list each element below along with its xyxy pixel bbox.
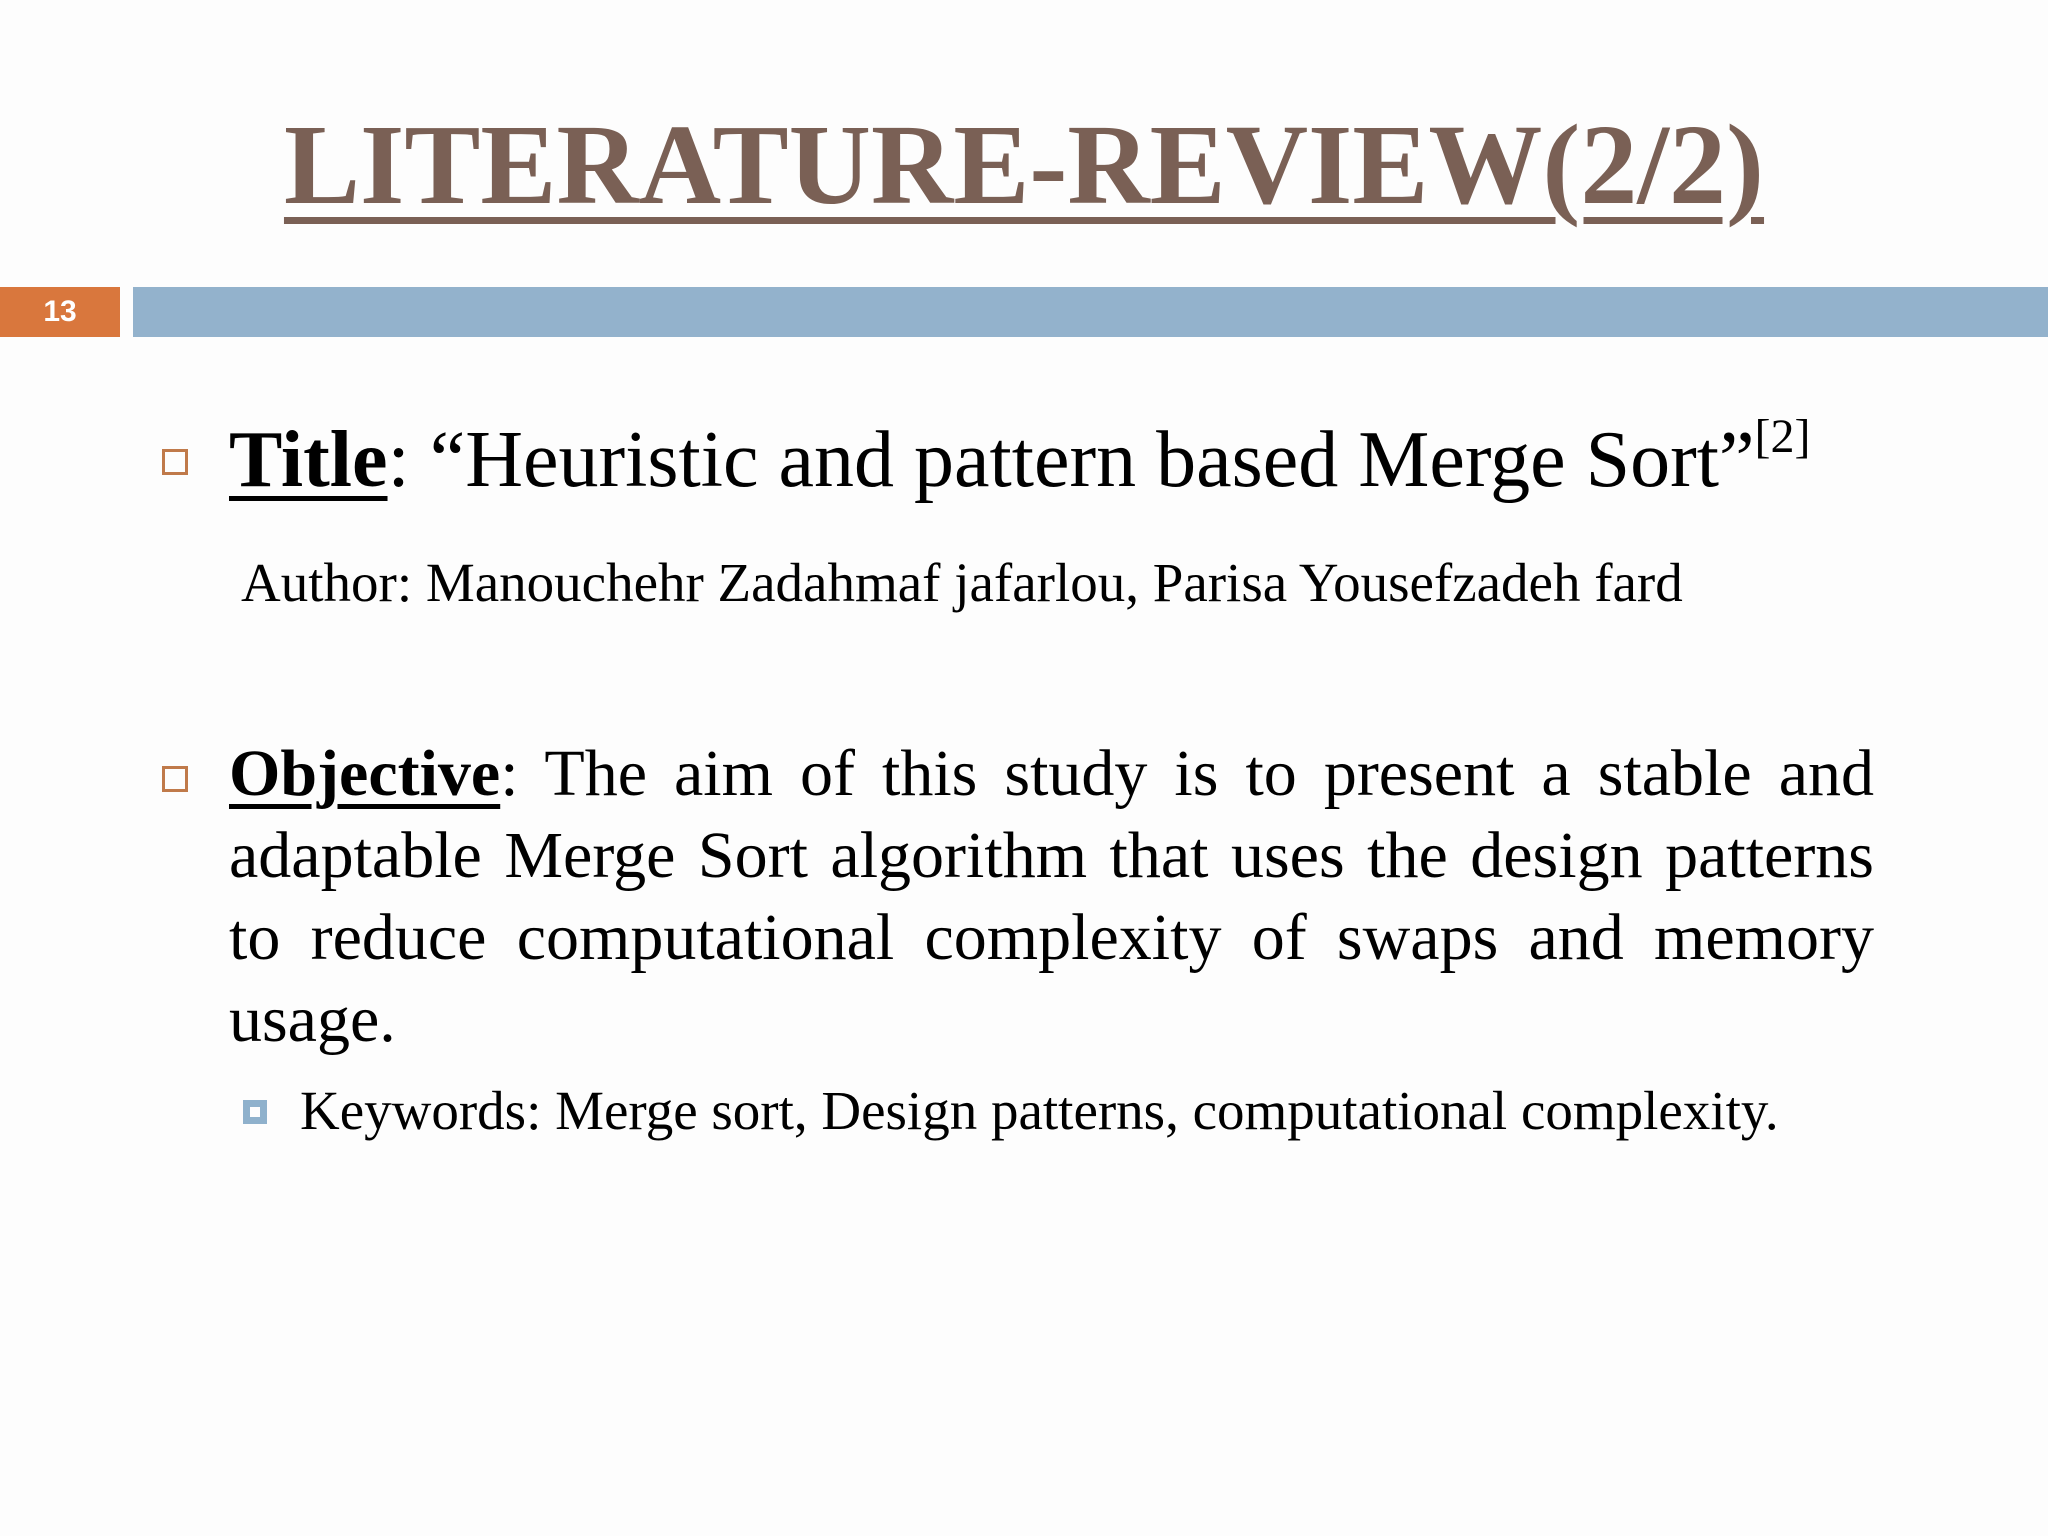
objective-label: Objective [229,737,501,810]
square-bullet-icon [162,766,188,792]
objective-separator: : [500,737,545,810]
slide-number: 13 [0,287,120,337]
keywords-line: Keywords: Merge sort, Design patterns, computational complexity. [300,1080,1779,1141]
objective-item [229,733,1874,1061]
objective-text: The aim of this study is to present a stable and adaptable Merge Sort algorithm that uses the design patterns to reduce computational complexity of swaps and memory usage. [229,737,1874,1056]
sub-bullet-icon [243,1100,267,1124]
paper-title: “Heuristic and pattern based Merge Sort” [429,416,1755,504]
title-label: Title [229,416,388,504]
citation-marker: [2] [1754,410,1811,463]
header-bar [133,287,2048,337]
slide-title [0,100,2048,230]
slide-title-text: LITERATURE-REVIEW(2/2) [283,101,1765,228]
title-separator: : [387,416,430,504]
title-item [229,410,1810,510]
author-line: Author: Manouchehr Zadahmaf jafarlou, Parisa Yousefzadeh fard [241,552,1683,613]
square-bullet-icon [162,449,188,475]
